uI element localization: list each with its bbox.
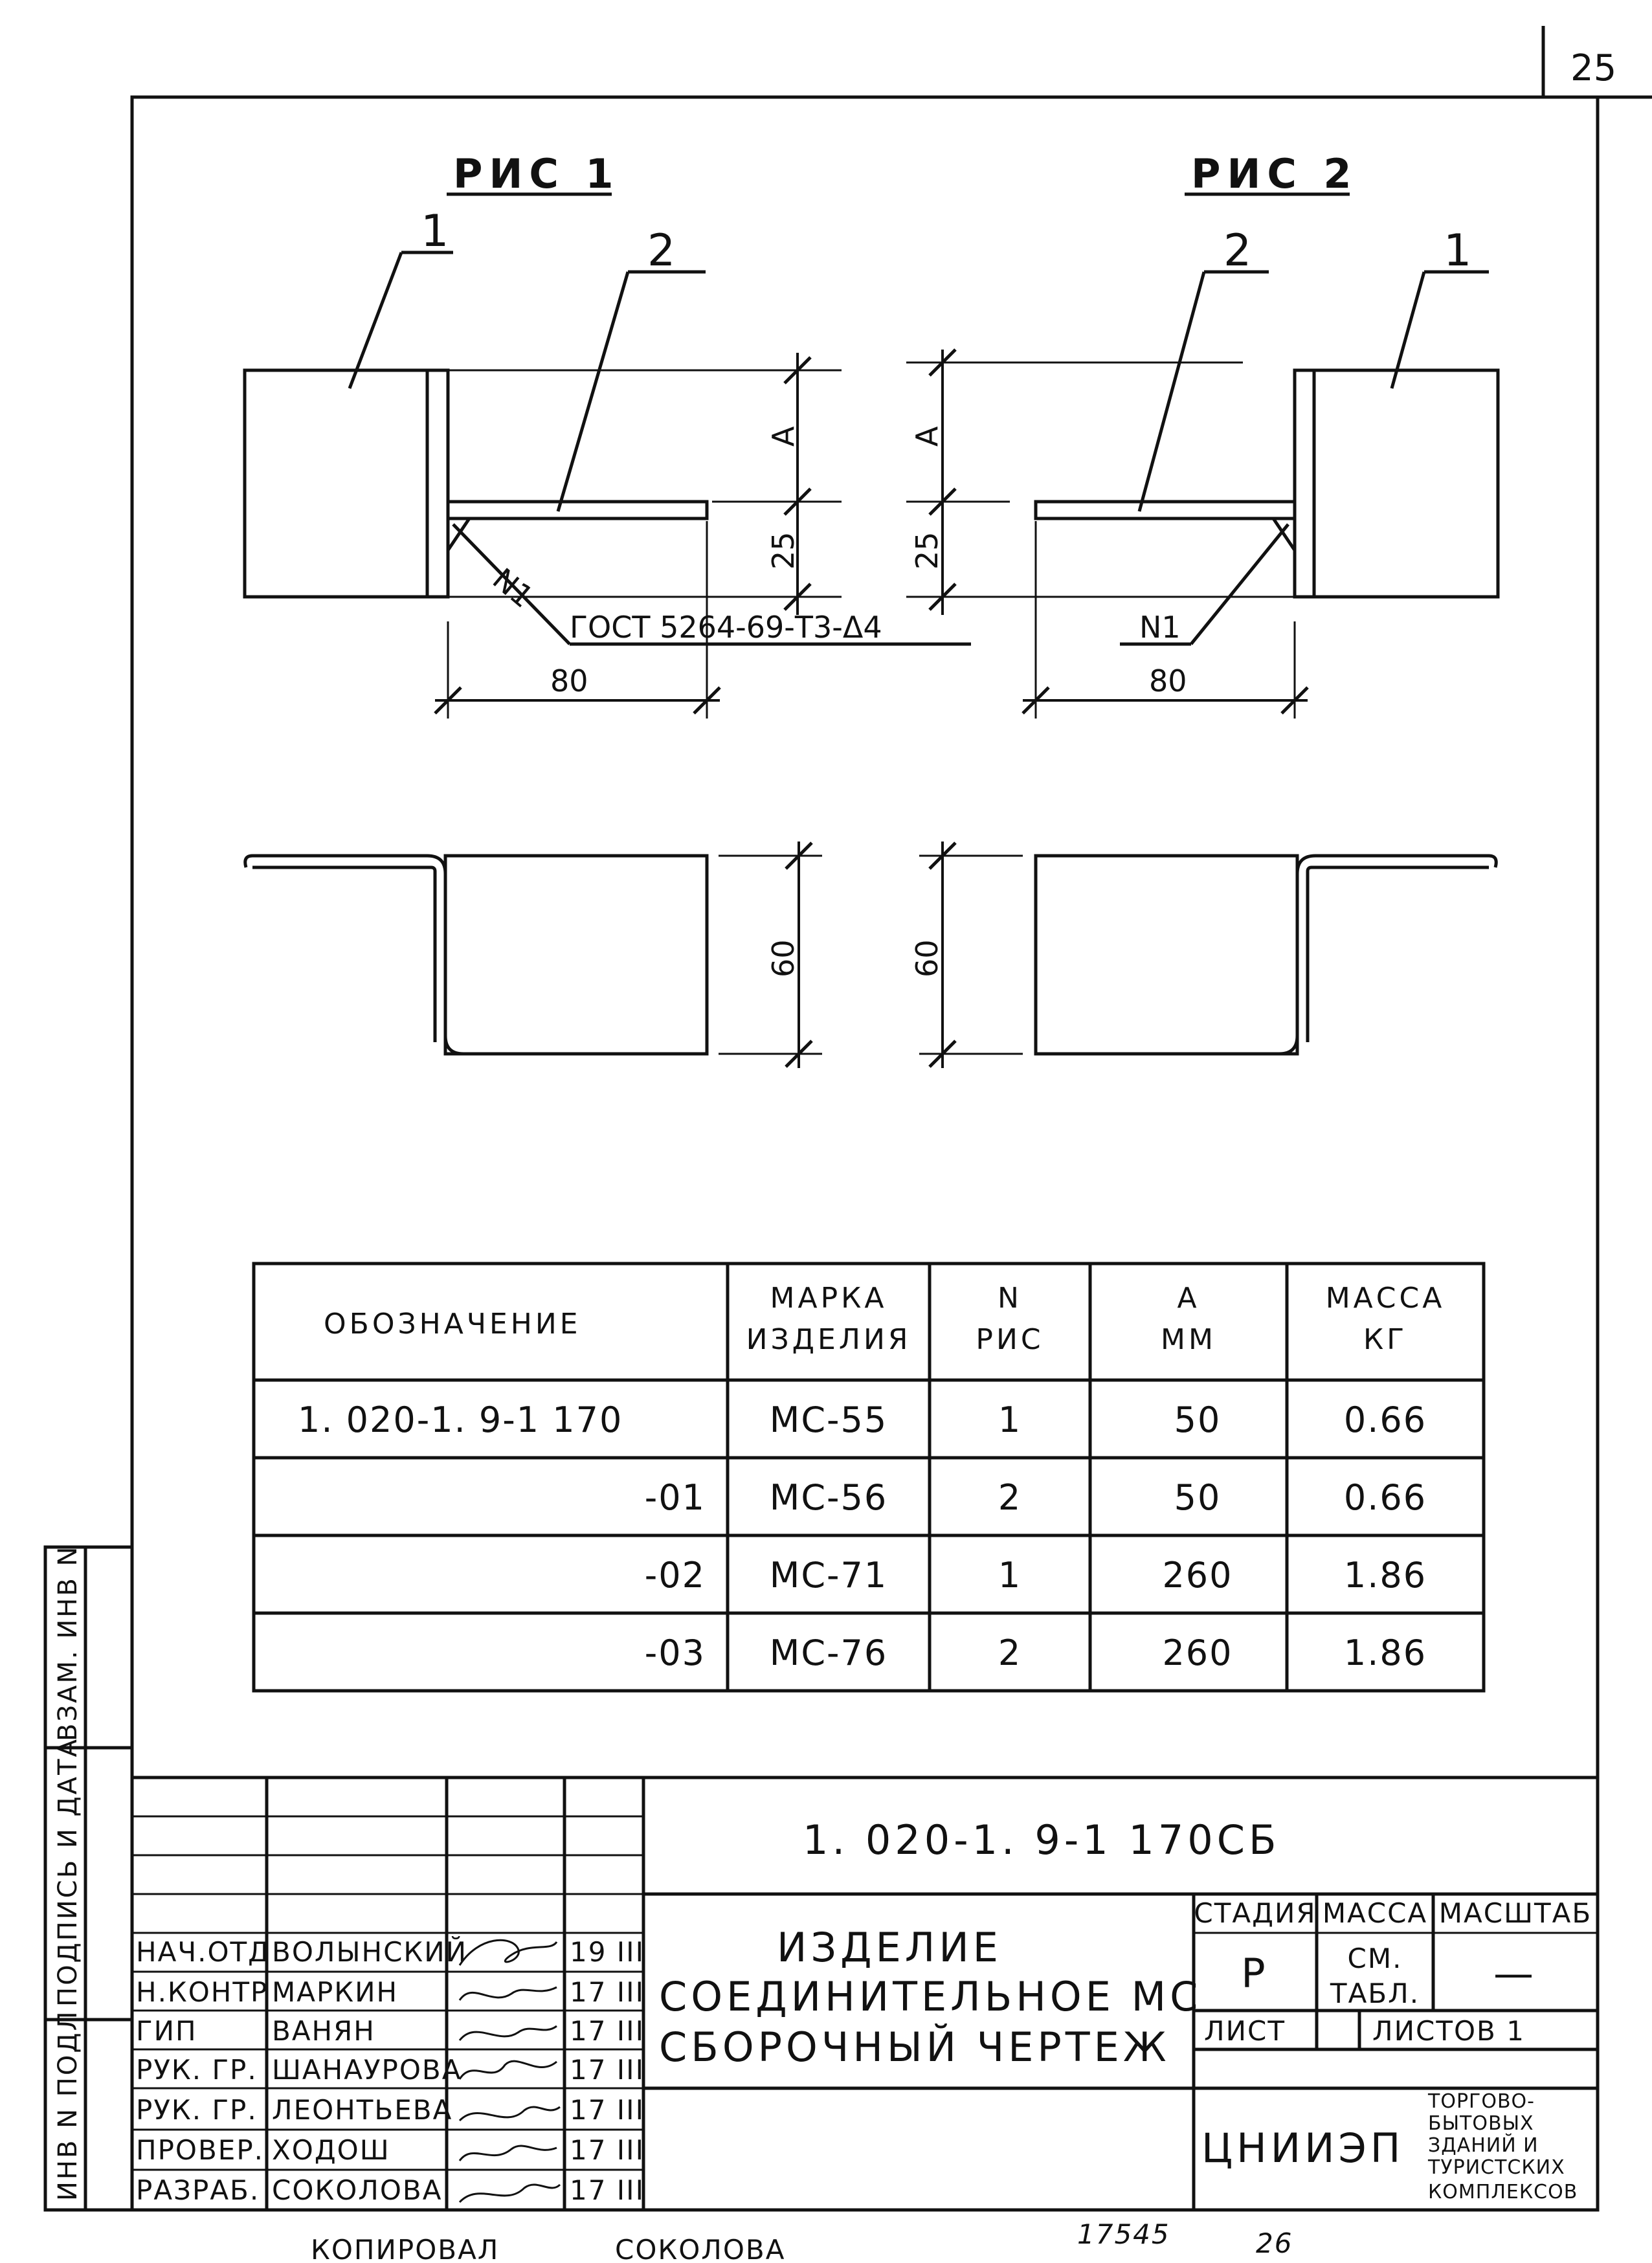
signer-role: Н.КОНТР	[136, 1976, 269, 2008]
signer-name: ЛЕОНТЬЕВА	[272, 2094, 453, 2126]
signer-name: ВОЛЫНСКИЙ	[272, 1936, 468, 1968]
fig1-dim-60: 60	[766, 939, 801, 977]
footer-number: 17545	[1077, 2218, 1170, 2250]
table-row-2-mark: МС-56	[769, 1477, 888, 1518]
side-stamp-vzam-inv: ВЗАМ. ИНВ N	[53, 1544, 83, 1741]
doc-code: 1. 020-1. 9-1 170СБ	[803, 1816, 1280, 1864]
table-header-mark-2: ИЗДЕЛИЯ	[746, 1323, 911, 1356]
table-row-1-mass: 0.66	[1343, 1399, 1427, 1440]
fig2-dim-60: 60	[910, 939, 944, 977]
fig2-dim-80: 80	[1149, 663, 1187, 698]
signer-role: РУК. ГР.	[136, 2094, 258, 2126]
signer-name: СОКОЛОВА	[272, 2174, 443, 2206]
signer-name: ШАНАУРОВА	[272, 2054, 462, 2086]
signer-role: НАЧ.ОТД	[136, 1936, 271, 1968]
stage-value: Р	[1241, 1950, 1269, 1997]
fig2-dim-a: А	[910, 426, 944, 447]
table-row-3-designation: -02	[644, 1555, 706, 1596]
footer-sheet: 26	[1256, 2227, 1293, 2259]
table-header-a-1: А	[1177, 1282, 1200, 1315]
table-row-2-mass: 0.66	[1343, 1477, 1427, 1518]
table-header-mark-1: МАРКА	[770, 1282, 887, 1315]
mass-value-1: СМ.	[1347, 1943, 1403, 1974]
signer-role: РУК. ГР.	[136, 2054, 258, 2086]
fig2-drawing	[906, 194, 1498, 1068]
mass-value-2: ТАБЛ.	[1330, 1978, 1420, 2009]
table-row-1-mark: МС-55	[769, 1399, 888, 1440]
fig2-title: РИС 2	[1191, 150, 1358, 197]
signer-date: 17 III	[570, 2174, 645, 2206]
table-row-1-a: 50	[1174, 1399, 1222, 1440]
signer-role: ГИП	[136, 2015, 197, 2047]
table-header-mass-2: КГ	[1363, 1323, 1408, 1356]
fig2-callout-1: 1	[1444, 225, 1472, 276]
footer-copied: КОПИРОВАЛ	[311, 2234, 500, 2263]
page-number: 25	[1570, 47, 1617, 89]
table-header-a-2: ММ	[1161, 1323, 1216, 1356]
fig2-weld-label: N1	[1139, 610, 1181, 645]
footer-copier: СОКОЛОВА	[615, 2234, 786, 2263]
fig2-callout-2: 2	[1223, 225, 1252, 276]
fig2-dim-25: 25	[910, 531, 944, 570]
table-row-1-designation: 1. 020-1. 9-1 170	[298, 1399, 623, 1440]
fig1-dim-a: А	[766, 426, 801, 447]
org-line-5: КОМПЛЕКСОВ	[1428, 2181, 1578, 2203]
table-row-4-mass: 1.86	[1343, 1633, 1427, 1673]
sheets-label: ЛИСТОВ 1	[1372, 2015, 1525, 2047]
fig1-dim-80: 80	[550, 663, 588, 698]
table-row-2-fig: 2	[998, 1477, 1022, 1518]
table-row-3-a: 260	[1162, 1555, 1233, 1596]
fig1-weld-spec: ГОСТ 5264-69-Т3-Δ4	[570, 610, 882, 645]
table-header-fig-1: N	[998, 1282, 1022, 1315]
signer-date: 19 III	[570, 1936, 645, 1968]
sheet-label: ЛИСТ	[1204, 2015, 1286, 2047]
table-row-2-a: 50	[1174, 1477, 1222, 1518]
signer-date: 17 III	[570, 2134, 645, 2166]
mass-header: МАССА	[1322, 1897, 1428, 1929]
org-line-1: ТОРГОВО-	[1428, 2090, 1535, 2113]
signer-name: ХОДОШ	[272, 2134, 390, 2166]
fig1-callout-1: 1	[421, 206, 449, 257]
title-line-1: ИЗДЕЛИЕ	[777, 1924, 1002, 1971]
table-row-4-fig: 2	[998, 1633, 1022, 1673]
signer-name: ВАНЯН	[272, 2015, 375, 2047]
org-line-4: ТУРИСТСКИХ	[1428, 2156, 1565, 2179]
signer-date: 17 III	[570, 2054, 645, 2086]
table-row-1-fig: 1	[998, 1399, 1022, 1440]
side-stamp-inv-podl: ИНВ N ПОДЛ	[53, 2009, 83, 2201]
table-row-2-designation: -01	[644, 1477, 706, 1518]
table-row-3-fig: 1	[998, 1555, 1022, 1596]
scale-value: —	[1493, 1950, 1537, 1997]
stage-header: СТАДИЯ	[1194, 1897, 1317, 1929]
table-row-4-a: 260	[1162, 1633, 1233, 1673]
org-line-3: ЗДАНИЙ И	[1428, 2134, 1539, 2157]
signer-date: 17 III	[570, 1976, 645, 2008]
title-line-2: СОЕДИНИТЕЛЬНОЕ МС	[659, 1973, 1202, 2020]
fig1-callout-2: 2	[647, 225, 676, 276]
table-header-mass-1: МАССА	[1325, 1282, 1446, 1315]
table-row-3-mass: 1.86	[1343, 1555, 1427, 1596]
signer-date: 17 III	[570, 2015, 645, 2047]
fig1-title: РИС 1	[453, 150, 620, 197]
signer-role: ПРОВЕР.	[136, 2134, 264, 2166]
table-header-designation: ОБОЗНАЧЕНИЕ	[324, 1308, 581, 1341]
signer-role: РАЗРАБ.	[136, 2174, 260, 2206]
signer-date: 17 III	[570, 2094, 645, 2126]
table-row-4-designation: -03	[644, 1633, 706, 1673]
scale-header: МАСШТАБ	[1438, 1897, 1592, 1929]
title-line-3: СБОРОЧНЫЙ ЧЕРТЕЖ	[659, 2023, 1170, 2071]
fig1-weld-label: N1	[486, 561, 541, 615]
signer-name: МАРКИН	[272, 1976, 399, 2008]
side-stamp-signature-date: ПОДПИСЬ И ДАТА	[53, 1737, 83, 2007]
org-line-2: БЫТОВЫХ	[1428, 2112, 1534, 2135]
table-header-fig-2: РИС	[976, 1323, 1044, 1356]
org-name: ЦНИИЭП	[1201, 2124, 1405, 2172]
table-row-3-mark: МС-71	[769, 1555, 888, 1596]
table-row-4-mark: МС-76	[769, 1633, 888, 1673]
fig1-dim-25: 25	[766, 531, 801, 570]
